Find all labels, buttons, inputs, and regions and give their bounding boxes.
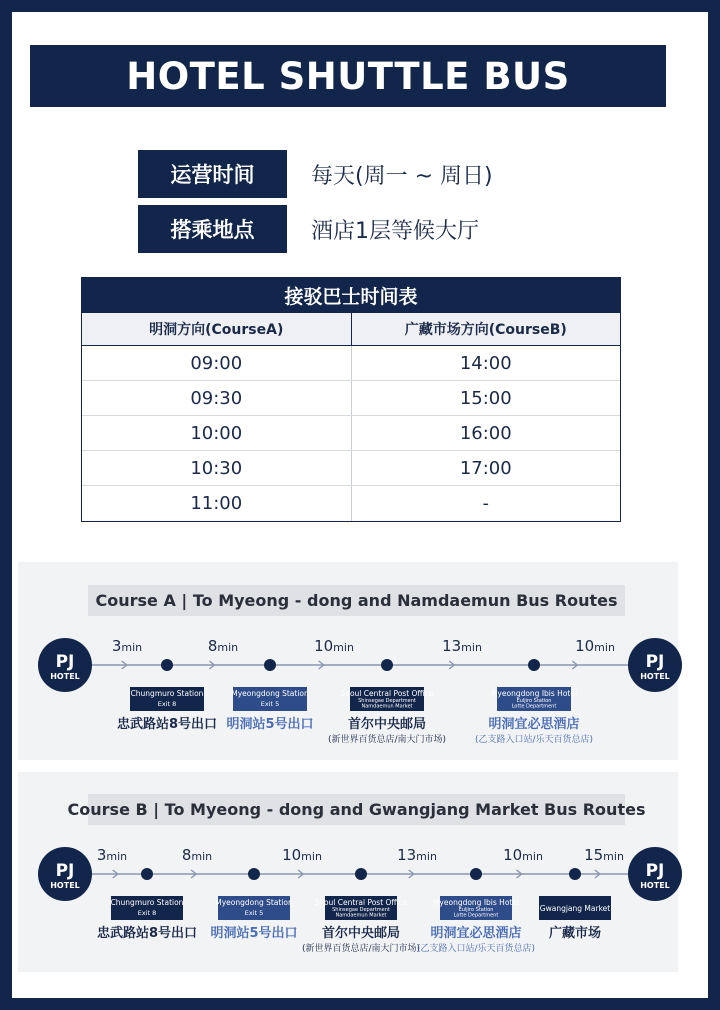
segment-unit: min	[301, 850, 322, 863]
route-stop-dot	[141, 868, 153, 880]
stop-name-en: Chungmuro Station	[110, 898, 184, 907]
segment-unit: min	[191, 850, 213, 863]
stop-name-en: Myeongdong Station	[215, 898, 293, 907]
course-a-title: Course A | To Myeong - dong and Namdaemun Bus Routes	[88, 585, 625, 616]
segment-minutes: 13	[442, 637, 462, 655]
stop-name-cn: 忠武路站8号出口	[96, 926, 198, 941]
stop-name-en: Chungmuro Station	[130, 689, 204, 698]
stop-name-en-sub: Euljiro Station	[458, 907, 494, 913]
course-b-time: 14:00	[459, 352, 512, 374]
segment-unit: min	[121, 641, 143, 654]
stop-name-en-sub: Exit 5	[260, 700, 280, 708]
stop-name-en-sub: Euljiro Station	[516, 698, 552, 704]
route-stop-dot	[248, 868, 260, 880]
hotel-logo-mark: PJ	[55, 652, 75, 672]
stop-name-en: Myeongdong Ibis Hotel	[490, 689, 578, 698]
course-b-time: 17:00	[459, 457, 512, 479]
hotel-logo-text: HOTEL	[50, 672, 80, 681]
course-a-time: 09:30	[82, 381, 352, 415]
course-a-time: 09:00	[82, 346, 352, 380]
stop-name-en-sub: Lotte Department	[453, 912, 499, 919]
timetable-title: 接驳巴士时间表	[82, 278, 620, 313]
course-a-time: 10:00	[82, 416, 352, 450]
segment-time-label	[112, 637, 142, 655]
stop-name-cn: 首尔中央邮局	[347, 717, 427, 732]
segment-minutes: 8	[181, 846, 192, 864]
segment-time-label	[282, 846, 322, 864]
segment-time-label	[584, 846, 624, 864]
route-stop-dot	[264, 659, 276, 671]
segment-unit: min	[416, 850, 437, 863]
stop-name-cn-sub: (乙支路入口站/乐天百货总店)	[416, 944, 536, 954]
hotel-logo-text: HOTEL	[50, 881, 80, 890]
route-stop-dot	[470, 868, 482, 880]
stop-name-en-sub: Shinsegae Department	[332, 907, 390, 913]
stop-name-en-sub: Exit 8	[157, 700, 177, 708]
stop-name-en-sub: Exit 5	[244, 909, 264, 917]
segment-minutes: 3	[111, 637, 122, 655]
segment-time-label	[314, 637, 354, 655]
segment-minutes: 3	[96, 846, 107, 864]
segment-unit: min	[333, 641, 354, 654]
operating-hours-label: 运营时间	[138, 150, 287, 198]
stop-name-en-sub: Exit 8	[137, 909, 157, 917]
hotel-logo-mark: PJ	[645, 861, 665, 881]
stop-name-en: Myeongdong Ibis Hotel	[432, 898, 520, 907]
timetable-col-course-a: 明洞方向(CourseA)	[82, 313, 352, 345]
stop-name-en: Myeongdong Station	[231, 689, 309, 698]
route-stop-dot	[569, 868, 581, 880]
page-title: HOTEL SHUTTLE BUS	[126, 54, 570, 98]
segment-time-label	[182, 846, 212, 864]
segment-minutes: 10	[314, 637, 334, 655]
hotel-logo	[628, 638, 682, 692]
segment-minutes: 10	[282, 846, 302, 864]
stop-name-en: Gwangjang Market	[539, 904, 611, 913]
segment-time-label	[208, 637, 238, 655]
stop-name-cn: 首尔中央邮局	[321, 926, 401, 941]
hotel-logo	[628, 847, 682, 901]
hotel-logo-text: HOTEL	[640, 881, 670, 890]
stop-name-en-sub: Namdaemun Market	[335, 912, 387, 919]
stop-name-cn-sub: (乙支路入口站/乐天百货总店)	[474, 735, 594, 745]
boarding-location-value: 酒店1层等候大厅	[311, 218, 479, 244]
stop-name-cn: 忠武路站8号出口	[116, 717, 218, 732]
segment-unit: min	[106, 850, 128, 863]
stop-name-cn: 明洞宜必思酒店	[488, 717, 580, 732]
segment-time-label	[397, 846, 437, 864]
segment-unit: min	[461, 641, 482, 654]
segment-unit: min	[594, 641, 615, 654]
segment-minutes: 10	[575, 637, 595, 655]
hotel-logo-text: HOTEL	[640, 672, 670, 681]
stop-name-cn-sub: (新世界百货总店/南大门市场)	[327, 735, 447, 745]
stop-name-en: Seoul Central Post Office	[340, 689, 434, 698]
segment-unit: min	[522, 850, 543, 863]
segment-time-label	[442, 637, 482, 655]
hotel-logo-mark: PJ	[645, 652, 665, 672]
stop-name-en: Seoul Central Post Office	[314, 898, 408, 907]
course-a-time: 10:30	[82, 451, 352, 485]
stop-name-en-sub: Namdaemun Market	[361, 703, 413, 710]
segment-time-label	[503, 846, 543, 864]
segment-minutes: 10	[503, 846, 523, 864]
segment-minutes: 15	[584, 846, 604, 864]
route-stop-dot	[355, 868, 367, 880]
stop-name-cn: 明洞站5号出口	[210, 926, 298, 941]
stop-name-cn: 广藏市场	[548, 926, 602, 941]
segment-minutes: 13	[397, 846, 417, 864]
segment-time-label	[575, 637, 615, 655]
segment-time-label	[97, 846, 127, 864]
stop-name-cn-sub: (新世界百货总店/南大门市场)	[301, 944, 421, 954]
course-b-title: Course B | To Myeong - dong and Gwangjang Market Bus Routes	[88, 794, 625, 825]
stop-name-en-sub: Lotte Department	[511, 703, 557, 710]
timetable-col-course-b: 广藏市场方向(CourseB)	[404, 322, 567, 338]
hotel-logo-mark: PJ	[55, 861, 75, 881]
hotel-logo	[38, 847, 92, 901]
route-stop-dot	[381, 659, 393, 671]
course-a-time: 11:00	[82, 486, 352, 521]
stop-name-cn: 明洞宜必思酒店	[430, 926, 522, 941]
route-stop-dot	[528, 659, 540, 671]
course-b-time: 15:00	[459, 387, 512, 409]
route-stop-dot	[161, 659, 173, 671]
segment-unit: min	[603, 850, 624, 863]
segment-unit: min	[217, 641, 239, 654]
operating-hours-value: 每天(周一 ~ 周日)	[311, 163, 493, 189]
course-b-time: 16:00	[459, 422, 512, 444]
boarding-location-label: 搭乘地点	[138, 205, 287, 253]
stop-name-cn: 明洞站5号出口	[226, 717, 314, 732]
hotel-logo	[38, 638, 92, 692]
segment-minutes: 8	[207, 637, 218, 655]
stop-name-en-sub: Shinsegae Department	[358, 698, 416, 704]
course-b-time: -	[482, 493, 489, 514]
